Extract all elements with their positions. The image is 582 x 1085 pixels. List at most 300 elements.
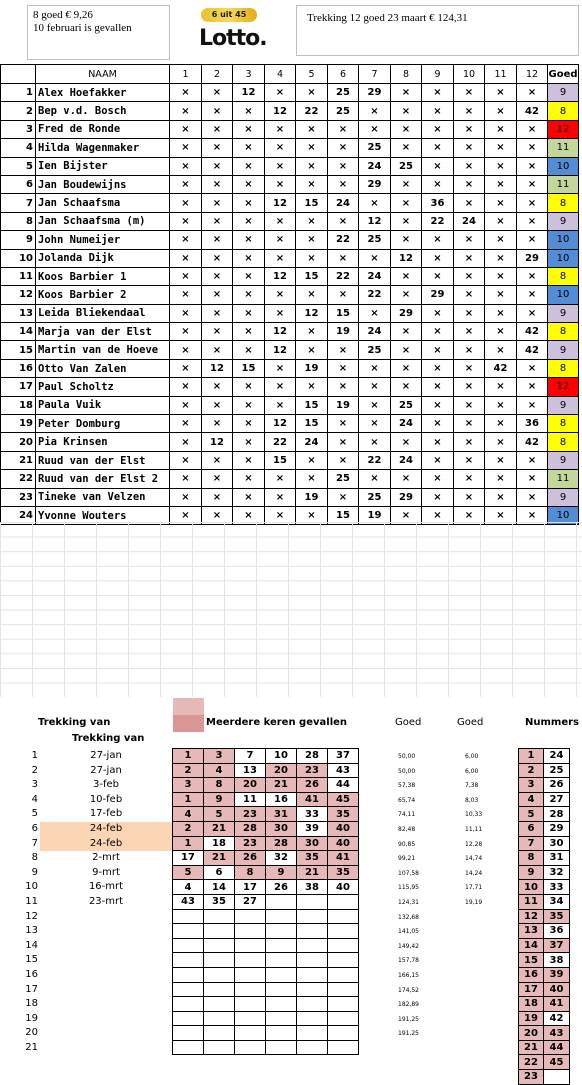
pick-cell[interactable]: × [170,341,202,359]
draw-number-cell[interactable]: 13 [235,763,266,778]
pick-cell[interactable]: × [454,139,485,157]
pick-cell[interactable]: 12 [265,323,296,341]
draw-number-cell[interactable] [266,938,297,953]
pick-cell[interactable]: × [202,102,233,120]
pick-cell[interactable]: 24 [391,415,422,433]
number-cell-a[interactable]: 2 [519,763,544,778]
pick-cell[interactable]: × [485,139,517,157]
pick-cell[interactable]: × [202,451,233,469]
pick-cell[interactable]: × [296,341,328,359]
pick-cell[interactable]: × [328,139,359,157]
pick-cell[interactable]: × [265,212,296,230]
draw-number-cell[interactable]: 5 [204,807,235,822]
participant-name[interactable]: Koos Barbier 2 [36,286,170,304]
pick-cell[interactable]: 22 [328,267,359,285]
pick-cell[interactable]: × [170,286,202,304]
pick-cell[interactable]: × [422,396,454,414]
pick-cell[interactable]: × [233,378,265,396]
participant-name[interactable]: Fred de Ronde [36,120,170,138]
pick-cell[interactable]: × [359,378,391,396]
pick-cell[interactable]: × [233,341,265,359]
pick-cell[interactable]: × [265,231,296,249]
pick-cell[interactable]: 42 [517,341,548,359]
pick-cell[interactable]: 25 [391,157,422,175]
draw-number-cell[interactable]: 7 [235,749,266,764]
pick-cell[interactable]: × [517,139,548,157]
number-cell-b[interactable]: 30 [544,836,570,851]
pick-cell[interactable]: × [265,506,296,524]
pick-cell[interactable]: 36 [422,194,454,212]
pick-cell[interactable]: × [170,415,202,433]
pick-cell[interactable]: × [265,304,296,322]
pick-cell[interactable]: × [359,120,391,138]
pick-cell[interactable]: × [328,488,359,506]
pick-cell[interactable]: × [328,175,359,193]
pick-cell[interactable]: 22 [422,212,454,230]
pick-cell[interactable]: × [170,194,202,212]
draw-number-cell[interactable] [297,924,328,939]
pick-cell[interactable]: × [454,194,485,212]
pick-cell[interactable]: 25 [359,341,391,359]
pick-cell[interactable]: × [454,157,485,175]
pick-cell[interactable]: × [422,304,454,322]
pick-cell[interactable]: × [296,231,328,249]
pick-cell[interactable]: × [296,451,328,469]
goed-cell[interactable]: 8 [548,102,579,120]
pick-cell[interactable]: × [296,286,328,304]
pick-cell[interactable]: × [359,194,391,212]
draw-number-cell[interactable] [173,997,204,1012]
pick-cell[interactable]: × [328,451,359,469]
number-cell-b[interactable]: 40 [544,982,570,997]
pick-cell[interactable]: × [233,433,265,451]
pick-cell[interactable]: 29 [391,488,422,506]
pick-cell[interactable]: × [265,470,296,488]
goed-cell[interactable]: 9 [548,396,579,414]
pick-cell[interactable]: × [517,506,548,524]
draw-number-cell[interactable] [266,1040,297,1055]
row-number[interactable]: 20 [1,433,36,451]
pick-cell[interactable]: × [485,433,517,451]
draw-number-cell[interactable]: 8 [204,778,235,793]
pick-cell[interactable]: × [202,470,233,488]
number-cell-b[interactable]: 25 [544,763,570,778]
pick-cell[interactable]: × [265,84,296,102]
pick-cell[interactable]: × [328,212,359,230]
goed-cell[interactable]: 8 [548,194,579,212]
pick-cell[interactable]: × [359,304,391,322]
draw-date[interactable]: 27-jan [90,750,122,761]
number-cell-a[interactable]: 18 [519,997,544,1012]
row-number[interactable]: 3 [1,120,36,138]
pick-cell[interactable]: × [233,120,265,138]
pick-cell[interactable]: 25 [391,396,422,414]
pick-cell[interactable]: × [391,212,422,230]
pick-cell[interactable]: × [202,212,233,230]
pick-cell[interactable]: × [454,433,485,451]
pick-cell[interactable]: 12 [265,415,296,433]
pick-cell[interactable]: × [170,451,202,469]
draw-number-cell[interactable]: 44 [328,778,359,793]
draw-number-cell[interactable] [297,967,328,982]
draw-number-cell[interactable] [266,1011,297,1026]
pick-cell[interactable]: × [265,139,296,157]
pick-cell[interactable]: × [202,139,233,157]
draw-number-cell[interactable]: 20 [235,778,266,793]
pick-cell[interactable]: × [422,470,454,488]
pick-cell[interactable]: × [359,359,391,377]
pick-cell[interactable]: × [391,323,422,341]
draw-date[interactable]: 2-mrt [92,852,120,864]
number-cell-b[interactable]: 37 [544,938,570,953]
pick-cell[interactable]: × [296,378,328,396]
draw-number-cell[interactable]: 41 [297,792,328,807]
draw-number-cell[interactable] [328,967,359,982]
pick-cell[interactable]: 19 [296,359,328,377]
pick-cell[interactable]: × [233,102,265,120]
goed-cell[interactable]: 9 [548,304,579,322]
pick-cell[interactable]: 15 [328,304,359,322]
number-cell-a[interactable]: 21 [519,1040,544,1055]
pick-cell[interactable]: × [170,249,202,267]
draw-number-cell[interactable]: 35 [328,807,359,822]
pick-cell[interactable]: × [170,378,202,396]
pick-cell[interactable]: × [265,286,296,304]
pick-cell[interactable]: × [202,120,233,138]
pick-cell[interactable]: 29 [422,286,454,304]
number-cell-b[interactable]: 41 [544,997,570,1012]
pick-cell[interactable]: × [233,194,265,212]
pick-cell[interactable]: 29 [359,175,391,193]
pick-cell[interactable]: × [485,488,517,506]
draw-number-cell[interactable]: 40 [328,821,359,836]
pick-cell[interactable]: 24 [359,267,391,285]
pick-cell[interactable]: × [296,506,328,524]
draw-number-cell[interactable]: 26 [297,778,328,793]
pick-cell[interactable]: × [233,323,265,341]
participant-name[interactable]: Paul Scholtz [36,378,170,396]
pick-cell[interactable]: × [485,157,517,175]
number-cell-a[interactable]: 6 [519,821,544,836]
number-cell-b[interactable]: 45 [544,1055,570,1070]
pick-cell[interactable]: × [517,304,548,322]
goed-cell[interactable]: 9 [548,488,579,506]
pick-cell[interactable]: 25 [359,231,391,249]
participant-name[interactable]: Yvonne Wouters [36,506,170,524]
pick-cell[interactable]: × [170,359,202,377]
pick-cell[interactable]: × [454,359,485,377]
row-number[interactable]: 22 [1,470,36,488]
draw-number-cell[interactable]: 1 [173,792,204,807]
pick-cell[interactable]: 25 [328,102,359,120]
pick-cell[interactable]: × [485,249,517,267]
pick-cell[interactable]: × [202,378,233,396]
pick-cell[interactable]: 19 [328,323,359,341]
draw-number-cell[interactable]: 5 [173,865,204,880]
draw-number-cell[interactable]: 10 [266,749,297,764]
pick-cell[interactable]: × [485,396,517,414]
pick-cell[interactable]: × [265,175,296,193]
number-cell-b[interactable]: 29 [544,821,570,836]
draw-number-cell[interactable]: 30 [266,821,297,836]
pick-cell[interactable]: 22 [265,433,296,451]
pick-cell[interactable]: × [422,84,454,102]
pick-cell[interactable]: × [485,84,517,102]
draw-number-cell[interactable] [173,953,204,968]
pick-cell[interactable]: × [328,378,359,396]
pick-cell[interactable]: × [233,212,265,230]
participant-name[interactable]: Jolanda Dijk [36,249,170,267]
pick-cell[interactable]: 15 [265,451,296,469]
number-cell-b[interactable]: 38 [544,953,570,968]
number-cell-a[interactable]: 4 [519,792,544,807]
pick-cell[interactable]: 12 [265,341,296,359]
draw-number-cell[interactable] [328,924,359,939]
draw-number-cell[interactable]: 21 [266,778,297,793]
pick-cell[interactable]: × [391,378,422,396]
pick-cell[interactable]: × [485,175,517,193]
draw-number-cell[interactable] [297,1040,328,1055]
draw-number-cell[interactable] [328,909,359,924]
draw-number-cell[interactable] [204,1026,235,1041]
number-cell-a[interactable]: 1 [519,749,544,764]
pick-cell[interactable]: × [391,194,422,212]
pick-cell[interactable]: × [391,506,422,524]
pick-cell[interactable]: × [485,304,517,322]
pick-cell[interactable]: × [517,286,548,304]
row-number[interactable]: 15 [1,341,36,359]
draw-number-cell[interactable]: 6 [204,865,235,880]
number-cell-b[interactable]: 43 [544,1026,570,1041]
pick-cell[interactable]: × [233,470,265,488]
draw-number-cell[interactable]: 17 [173,851,204,866]
draw-number-cell[interactable] [297,997,328,1012]
pick-cell[interactable]: × [328,359,359,377]
draw-date[interactable]: 10-feb [89,793,123,805]
draw-number-cell[interactable] [297,1026,328,1041]
draw-number-cell[interactable]: 32 [266,851,297,866]
number-cell-a[interactable]: 7 [519,836,544,851]
pick-cell[interactable]: × [233,396,265,414]
pick-cell[interactable]: × [517,267,548,285]
draw-number-cell[interactable] [328,953,359,968]
draw-number-cell[interactable] [235,967,266,982]
pick-cell[interactable]: × [359,415,391,433]
pick-cell[interactable]: × [265,157,296,175]
draw-number-cell[interactable] [328,1011,359,1026]
pick-cell[interactable]: × [296,84,328,102]
pick-cell[interactable]: × [328,286,359,304]
number-cell-a[interactable]: 17 [519,982,544,997]
participant-name[interactable]: Marja van der Elst [36,323,170,341]
draw-number-cell[interactable]: 2 [173,821,204,836]
participant-name[interactable]: John Numeijer [36,231,170,249]
draw-number-cell[interactable]: 41 [328,851,359,866]
pick-cell[interactable]: × [454,341,485,359]
draw-number-cell[interactable] [297,953,328,968]
pick-cell[interactable]: 12 [296,304,328,322]
pick-cell[interactable]: × [265,396,296,414]
pick-cell[interactable]: 29 [359,84,391,102]
draw-number-cell[interactable]: 40 [328,836,359,851]
row-number[interactable]: 12 [1,286,36,304]
pick-cell[interactable]: × [265,359,296,377]
pick-cell[interactable]: × [202,396,233,414]
row-number[interactable]: 21 [1,451,36,469]
draw-number-cell[interactable] [266,909,297,924]
pick-cell[interactable]: 19 [328,396,359,414]
pick-cell[interactable]: × [391,267,422,285]
pick-cell[interactable]: × [454,175,485,193]
pick-cell[interactable]: × [517,488,548,506]
row-number[interactable]: 16 [1,359,36,377]
goed-cell[interactable]: 9 [548,451,579,469]
pick-cell[interactable]: × [485,506,517,524]
number-cell-a[interactable]: 14 [519,938,544,953]
draw-number-cell[interactable] [297,1011,328,1026]
draw-number-cell[interactable] [204,1040,235,1055]
pick-cell[interactable]: × [391,102,422,120]
pick-cell[interactable]: × [328,341,359,359]
pick-cell[interactable]: × [170,433,202,451]
pick-cell[interactable]: × [391,341,422,359]
pick-cell[interactable]: 29 [517,249,548,267]
pick-cell[interactable]: 12 [265,267,296,285]
pick-cell[interactable]: × [391,359,422,377]
pick-cell[interactable]: × [517,157,548,175]
pick-cell[interactable]: × [233,451,265,469]
pick-cell[interactable]: × [265,249,296,267]
pick-cell[interactable]: × [202,304,233,322]
pick-cell[interactable]: × [265,378,296,396]
draw-number-cell[interactable]: 4 [173,807,204,822]
pick-cell[interactable]: × [422,102,454,120]
draw-number-cell[interactable]: 21 [204,821,235,836]
pick-cell[interactable]: 42 [517,433,548,451]
draw-number-cell[interactable] [173,1011,204,1026]
draw-number-cell[interactable] [266,1026,297,1041]
draw-number-cell[interactable]: 26 [266,880,297,895]
pick-cell[interactable]: × [265,120,296,138]
draw-number-cell[interactable] [173,924,204,939]
draw-number-cell[interactable] [173,1040,204,1055]
pick-cell[interactable]: × [296,175,328,193]
draw-number-cell[interactable]: 39 [297,821,328,836]
pick-cell[interactable]: × [202,415,233,433]
pick-cell[interactable]: × [170,157,202,175]
number-cell-b[interactable]: 27 [544,792,570,807]
draw-number-cell[interactable]: 33 [297,807,328,822]
row-number[interactable]: 11 [1,267,36,285]
pick-cell[interactable]: × [485,120,517,138]
draw-number-cell[interactable] [173,1026,204,1041]
draw-number-cell[interactable] [173,909,204,924]
pick-cell[interactable]: × [296,212,328,230]
note-box-right[interactable] [296,5,579,56]
pick-cell[interactable]: 15 [296,194,328,212]
pick-cell[interactable]: × [517,378,548,396]
goed-cell[interactable]: 11 [548,139,579,157]
pick-cell[interactable]: × [517,231,548,249]
pick-cell[interactable]: × [422,323,454,341]
draw-number-cell[interactable] [328,982,359,997]
pick-cell[interactable]: 12 [202,359,233,377]
pick-cell[interactable]: × [454,488,485,506]
draw-number-cell[interactable]: 4 [173,880,204,895]
draw-number-cell[interactable] [204,953,235,968]
pick-cell[interactable]: 36 [517,415,548,433]
number-cell-a[interactable]: 15 [519,953,544,968]
pick-cell[interactable]: × [454,304,485,322]
participant-name[interactable]: Ruud van der Elst 2 [36,470,170,488]
pick-cell[interactable]: × [170,488,202,506]
pick-cell[interactable]: 12 [391,249,422,267]
draw-number-cell[interactable] [235,909,266,924]
pick-cell[interactable]: × [454,102,485,120]
pick-cell[interactable]: × [517,175,548,193]
goed-cell[interactable]: 8 [548,433,579,451]
goed-cell[interactable]: 10 [548,231,579,249]
pick-cell[interactable]: × [202,267,233,285]
pick-cell[interactable]: × [170,175,202,193]
participant-name[interactable]: Otto Van Zalen [36,359,170,377]
pick-cell[interactable]: × [233,488,265,506]
pick-cell[interactable]: × [485,415,517,433]
pick-cell[interactable]: × [391,120,422,138]
pick-cell[interactable]: 24 [359,323,391,341]
pick-cell[interactable]: 25 [328,84,359,102]
pick-cell[interactable]: × [328,157,359,175]
pick-cell[interactable]: × [359,433,391,451]
goed-cell[interactable]: 11 [548,470,579,488]
number-cell-a[interactable]: 23 [519,1070,544,1085]
draw-number-cell[interactable] [328,1040,359,1055]
draw-date[interactable]: 23-mrt [88,895,124,907]
pick-cell[interactable]: × [422,378,454,396]
pick-cell[interactable]: × [517,359,548,377]
pick-cell[interactable]: × [391,470,422,488]
draw-number-cell[interactable] [235,953,266,968]
draw-number-cell[interactable] [173,967,204,982]
row-number[interactable]: 23 [1,488,36,506]
pick-cell[interactable]: × [170,304,202,322]
pick-cell[interactable]: 15 [296,267,328,285]
draw-number-cell[interactable]: 21 [204,851,235,866]
pick-cell[interactable]: × [233,304,265,322]
pick-cell[interactable]: × [170,212,202,230]
pick-cell[interactable]: × [454,267,485,285]
pick-cell[interactable]: × [517,194,548,212]
pick-cell[interactable]: × [517,470,548,488]
pick-cell[interactable]: 25 [359,488,391,506]
pick-cell[interactable]: × [485,212,517,230]
pick-cell[interactable]: 24 [328,194,359,212]
row-number[interactable]: 1 [1,84,36,102]
draw-number-cell[interactable]: 2 [173,763,204,778]
pick-cell[interactable]: × [517,396,548,414]
draw-number-cell[interactable] [328,1026,359,1041]
number-cell-b[interactable]: 24 [544,749,570,764]
draw-number-cell[interactable] [235,1040,266,1055]
number-cell-a[interactable]: 19 [519,1011,544,1026]
draw-number-cell[interactable]: 43 [328,763,359,778]
pick-cell[interactable]: 22 [359,286,391,304]
pick-cell[interactable]: × [485,286,517,304]
pick-cell[interactable]: × [391,286,422,304]
row-number[interactable]: 2 [1,102,36,120]
draw-number-cell[interactable]: 18 [204,836,235,851]
pick-cell[interactable]: × [359,249,391,267]
